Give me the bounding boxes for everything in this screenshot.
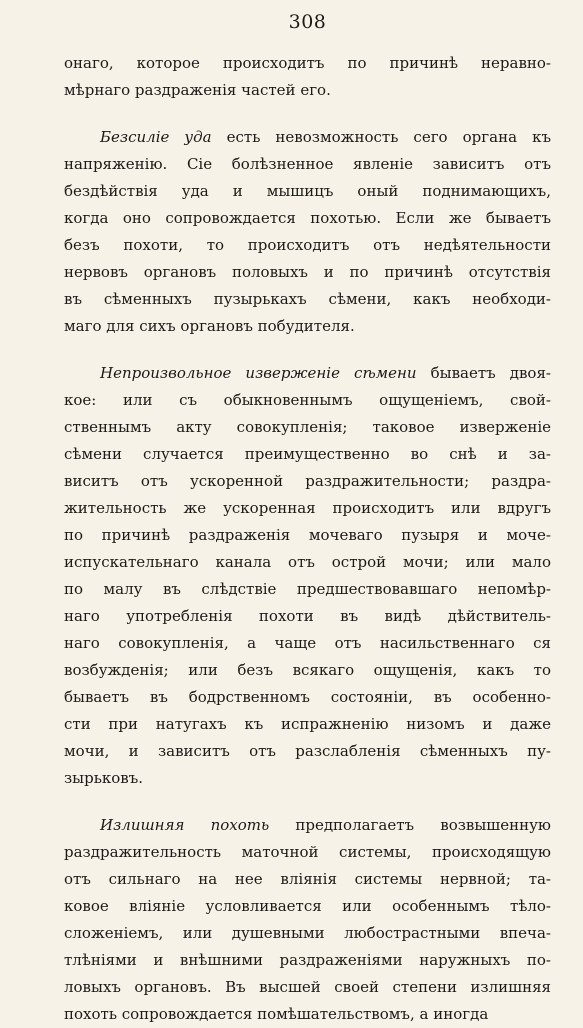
text-line (64, 178, 551, 205)
italic-term: Безсиліе уда (100, 128, 212, 146)
line-text: бываетъ въ бодрственномъ состояніи, въ особенно- (64, 688, 551, 706)
text-line (64, 387, 551, 414)
line-text: въ сѣменныхъ пузырькахъ сѣмени, какъ необходи- (64, 290, 551, 308)
line-text: кое: или съ обыкновеннымъ ощущеніемъ, свой- (64, 391, 551, 409)
text-line (64, 495, 551, 522)
text-line (64, 839, 551, 866)
line-text: ственнымъ акту совокупленія; таковое изверженіе (64, 418, 551, 436)
line-text: похоть сопровождается помѣшательствомъ, а иногда (64, 1005, 489, 1023)
text-line (64, 414, 551, 441)
italic-term: Излишняя похоть (100, 816, 270, 834)
page-number: 308 (288, 11, 327, 33)
text-line (64, 151, 551, 178)
line-text: испускательнаго канала отъ острой мочи; или мало (64, 553, 551, 571)
paragraph (64, 812, 551, 1028)
line-text: ковое вліяніе условливается или особеннымъ тѣло- (64, 897, 551, 915)
text-line (64, 232, 551, 259)
line-text: наго употребленія похоти въ видѣ дѣйствитель- (64, 607, 551, 625)
line-text: возбужденія; или безъ всякаго ощущенія, какъ то (64, 661, 551, 679)
text-line (64, 522, 551, 549)
text-line (64, 974, 551, 1001)
text-line (64, 866, 551, 893)
text-line (64, 893, 551, 920)
text-line (64, 259, 551, 286)
text-line (64, 468, 551, 495)
line-text: когда оно сопровождается похотью. Если же бываетъ (64, 209, 551, 227)
text-line (64, 286, 551, 313)
line-text: мочи, и зависитъ отъ разслабленія сѣменныхъ пу- (64, 742, 551, 760)
line-text: маго для сихъ органовъ побудителя. (64, 317, 355, 335)
text-line (64, 50, 551, 77)
text-line (64, 205, 551, 232)
paragraph (64, 360, 551, 792)
text-line (64, 711, 551, 738)
line-text: бездѣйствія уда и мышицъ оный поднимающихъ, (64, 182, 551, 200)
line-text: предполагаетъ возвышенную (269, 816, 551, 834)
line-text: напряженію. Сіе болѣзненное явленіе зависитъ отъ (64, 155, 551, 173)
line-text: зырьковъ. (64, 769, 144, 787)
line-text: сложеніемъ, или душевными любострастными впеча- (64, 924, 551, 942)
line-text: отъ сильнаго на нее вліянія системы нервной; та- (64, 870, 551, 888)
line-text: виситъ отъ ускоренной раздражительности; раздра- (64, 472, 551, 490)
text-line (64, 684, 551, 711)
text-line (64, 630, 551, 657)
line-text: по малу въ слѣдствіе предшествовавшаго непомѣр- (64, 580, 551, 598)
line-text: онаго, которое происходитъ по причинѣ неравно- (64, 54, 551, 72)
line-text: по причинѣ раздраженія мочеваго пузыря и моче- (64, 526, 551, 544)
text-line (64, 549, 551, 576)
line-text: тлѣніями и внѣшними раздраженіями наружныхъ по- (64, 951, 551, 969)
line-text: сѣмени случается преимущественно во снѣ и за- (64, 445, 551, 463)
text-line (64, 360, 551, 387)
text-line (64, 920, 551, 947)
line-text: нервовъ органовъ половыхъ и по причинѣ отсутствія (64, 263, 551, 281)
body-text (64, 50, 551, 1028)
text-line (64, 812, 551, 839)
text-line (64, 441, 551, 468)
line-text: наго совокупленія, а чаще отъ насильственнаго ся (64, 634, 551, 652)
text-line (64, 765, 551, 792)
text-line (64, 1001, 551, 1028)
italic-term: Непроизвольное изверженіе сѣмени (100, 364, 417, 382)
line-text: мѣрнаго раздраженія частей его. (64, 81, 331, 99)
paragraph (64, 50, 551, 104)
paragraph (64, 124, 551, 340)
line-text: жительность же ускоренная происходитъ или вдругъ (64, 499, 551, 517)
text-line (64, 313, 551, 340)
line-text: безъ похоти, то происходитъ отъ недѣятельности (64, 236, 551, 254)
text-line (64, 657, 551, 684)
line-text: бываетъ двоя- (416, 364, 551, 382)
text-line (64, 603, 551, 630)
line-text: ловыхъ органовъ. Въ высшей своей степени излишняя (64, 978, 551, 996)
text-line (64, 77, 551, 104)
line-text: есть невозможность сего органа къ (211, 128, 551, 146)
text-line (64, 947, 551, 974)
line-text: раздражительность маточной системы, происходящую (64, 843, 551, 861)
line-text: сти при натугахъ къ испражненію низомъ и даже (64, 715, 551, 733)
text-line (64, 576, 551, 603)
text-line (64, 124, 551, 151)
text-line (64, 738, 551, 765)
